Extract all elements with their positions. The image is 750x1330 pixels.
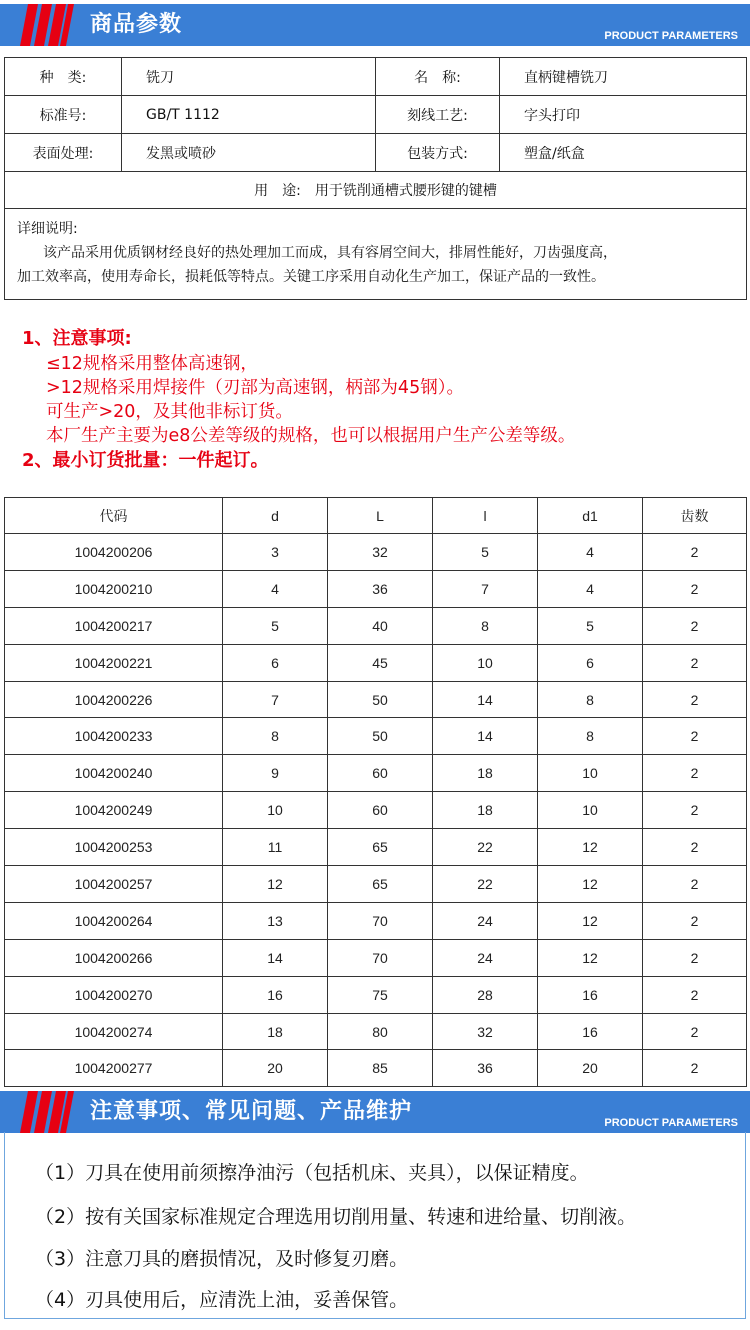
table-cell: 2 [643,718,747,755]
table-cell: 75 [328,976,433,1013]
care-item: （2）按有关国家标准规定合理选用切削用量、转速和进给量、切削液。 [35,1206,637,1228]
table-row [5,534,747,571]
detail-text-2: 加工效率高，使用寿命长，损耗低等特点。关键工序采用自动化生产加工，保证产品的一致性。 [17,269,605,285]
table-cell: 4 [538,534,643,571]
table-cell: 28 [433,976,538,1013]
table-cell: 12 [538,829,643,866]
code-cell: 1004200264 [5,902,223,939]
table-cell: 5 [433,534,538,571]
params-table [4,57,747,300]
col-header: 齿数 [643,498,747,534]
table-row [5,792,747,829]
table-cell: 2 [643,976,747,1013]
col-header: d1 [538,498,643,534]
table-cell: 2 [643,681,747,718]
code-cell: 1004200206 [5,534,223,571]
code-cell: 1004200249 [5,792,223,829]
table-cell: 2 [643,902,747,939]
table-cell: 8 [538,681,643,718]
engrave-label: 刻线工艺: [376,96,500,134]
table-cell: 2 [643,829,747,866]
table-row [5,902,747,939]
table-cell: 2 [643,866,747,903]
table-cell: 2 [643,792,747,829]
care-box [4,1132,746,1319]
table-cell: 10 [433,644,538,681]
table-cell: 10 [223,792,328,829]
table-cell: 36 [433,1050,538,1087]
code-cell: 1004200277 [5,1050,223,1087]
name-value: 直柄键槽铣刀 [500,58,747,96]
notes-line: >12规格采用焊接件（刃部为高速钢，柄部为45钢）。 [46,378,464,398]
table-cell: 5 [538,607,643,644]
table-cell: 14 [433,718,538,755]
section-banner-care [0,1091,750,1133]
table-cell: 8 [538,718,643,755]
table-cell: 7 [433,570,538,607]
params-row [5,96,747,134]
table-cell: 6 [223,644,328,681]
brand-stripes-icon [14,4,74,46]
code-cell: 1004200257 [5,866,223,903]
table-cell: 12 [538,902,643,939]
type-value: 铣刀 [122,58,376,96]
table-cell: 20 [223,1050,328,1087]
params-row [5,209,747,300]
pack-value: 塑盒/纸盒 [500,134,747,172]
section-title: 注意事项、常见问题、产品维护 [90,1099,413,1124]
table-cell: 2 [643,939,747,976]
table-cell: 3 [223,534,328,571]
col-header: d [223,498,328,534]
table-cell: 5 [223,607,328,644]
table-cell: 18 [223,1013,328,1050]
table-row [5,607,747,644]
table-row [5,976,747,1013]
care-item: （4）刃具使用后，应清洗上油，妥善保管。 [35,1289,409,1311]
table-cell: 9 [223,755,328,792]
table-cell: 36 [328,570,433,607]
notes-line: 可生产>20，及其他非标订货。 [46,402,293,422]
table-cell: 2 [643,1013,747,1050]
table-row [5,1050,747,1087]
notes-heading-1: 1、注意事项: [22,328,132,349]
notes-line: ≤12规格采用整体高速钢， [46,354,258,374]
detail-text-1: 该产品采用优质钢材经良好的热处理加工而成，具有容屑空间大，排屑性能好，刀齿强度高， [43,245,617,261]
notes-line: 本厂生产主要为e8公差等级的规格，也可以根据用户生产公差等级。 [46,426,576,446]
std-label: 标准号: [5,96,122,134]
table-row [5,718,747,755]
care-item: （1）刀具在使用前须擦净油污（包括机床、夹具），以保证精度。 [35,1162,589,1184]
code-cell: 1004200240 [5,755,223,792]
table-cell: 4 [223,570,328,607]
params-row [5,172,747,209]
table-cell: 10 [538,792,643,829]
code-cell: 1004200210 [5,570,223,607]
table-row [5,570,747,607]
care-item: （3）注意刀具的磨损情况，及时修复刃磨。 [35,1248,409,1270]
table-row [5,1013,747,1050]
std-value: GB/T 1112 [122,96,376,134]
table-cell: 85 [328,1050,433,1087]
notes-block [22,326,575,474]
table-cell: 2 [643,607,747,644]
table-cell: 8 [433,607,538,644]
table-cell: 50 [328,718,433,755]
spec-header-row [5,498,747,534]
code-cell: 1004200266 [5,939,223,976]
table-cell: 40 [328,607,433,644]
table-cell: 16 [538,976,643,1013]
table-cell: 65 [328,866,433,903]
usage-text: 用 途: 用于铣削通槽式腰形键的键槽 [5,172,747,209]
code-cell: 1004200274 [5,1013,223,1050]
table-cell: 11 [223,829,328,866]
code-cell: 1004200233 [5,718,223,755]
table-cell: 6 [538,644,643,681]
table-cell: 70 [328,939,433,976]
notes-heading-2: 2、最小订货批量：一件起订。 [22,450,269,471]
table-row [5,755,747,792]
name-label: 名 称: [376,58,500,96]
code-cell: 1004200226 [5,681,223,718]
table-cell: 70 [328,902,433,939]
table-cell: 2 [643,570,747,607]
table-cell: 7 [223,681,328,718]
table-cell: 16 [538,1013,643,1050]
code-cell: 1004200221 [5,644,223,681]
table-cell: 8 [223,718,328,755]
table-cell: 20 [538,1050,643,1087]
table-cell: 12 [538,939,643,976]
table-row [5,681,747,718]
table-row [5,866,747,903]
code-cell: 1004200217 [5,607,223,644]
table-cell: 14 [223,939,328,976]
section-banner-params [0,4,750,46]
table-cell: 14 [433,681,538,718]
detail-title: 详细说明: [17,221,78,237]
table-cell: 60 [328,755,433,792]
col-header: 代码 [5,498,223,534]
table-cell: 18 [433,755,538,792]
table-cell: 16 [223,976,328,1013]
table-row [5,829,747,866]
table-cell: 2 [643,644,747,681]
table-cell: 12 [223,866,328,903]
table-cell: 32 [433,1013,538,1050]
table-cell: 2 [643,534,747,571]
code-cell: 1004200253 [5,829,223,866]
col-header: L [328,498,433,534]
section-subtitle: PRODUCT PARAMETERS [604,1117,738,1129]
section-title: 商品参数 [90,12,183,37]
table-cell: 65 [328,829,433,866]
params-row [5,58,747,96]
table-cell: 80 [328,1013,433,1050]
table-cell: 10 [538,755,643,792]
table-row [5,939,747,976]
brand-stripes-icon [14,1091,74,1133]
surface-value: 发黑或喷砂 [122,134,376,172]
table-cell: 24 [433,902,538,939]
table-row [5,644,747,681]
table-cell: 60 [328,792,433,829]
surface-label: 表面处理: [5,134,122,172]
code-cell: 1004200270 [5,976,223,1013]
detail-cell [5,209,747,300]
section-subtitle: PRODUCT PARAMETERS [604,30,738,42]
table-cell: 24 [433,939,538,976]
engrave-value: 字头打印 [500,96,747,134]
table-cell: 4 [538,570,643,607]
table-cell: 2 [643,1050,747,1087]
table-cell: 18 [433,792,538,829]
table-cell: 22 [433,866,538,903]
table-cell: 45 [328,644,433,681]
col-header: l [433,498,538,534]
pack-label: 包装方式: [376,134,500,172]
table-cell: 12 [538,866,643,903]
table-cell: 32 [328,534,433,571]
table-cell: 2 [643,755,747,792]
params-row [5,134,747,172]
table-cell: 13 [223,902,328,939]
type-label: 种 类: [5,58,122,96]
table-cell: 50 [328,681,433,718]
spec-table [4,497,747,1087]
table-cell: 22 [433,829,538,866]
